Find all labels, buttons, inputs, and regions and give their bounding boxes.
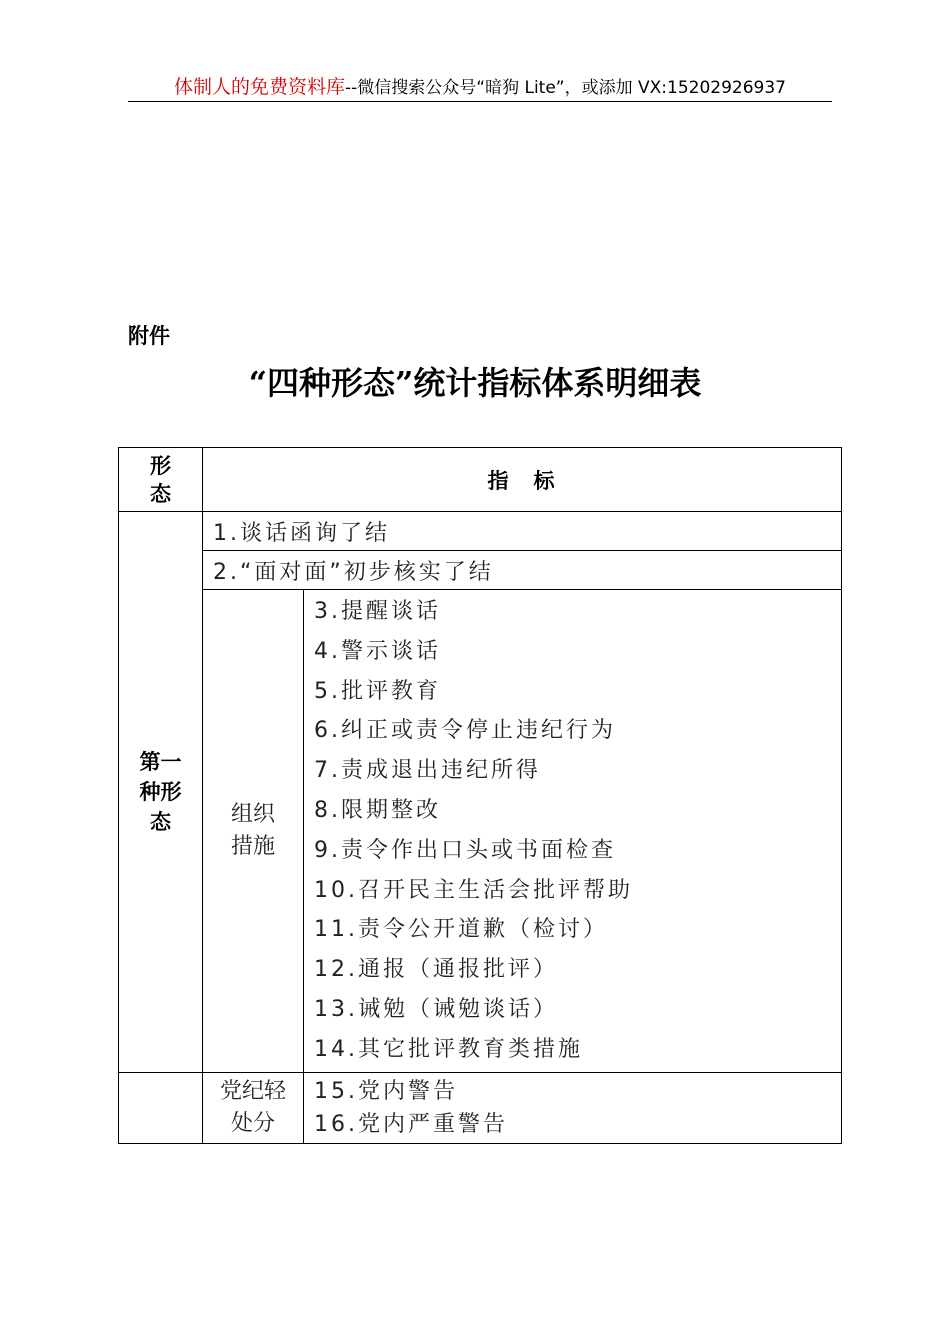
list-item: 3.提醒谈话 (314, 599, 441, 624)
form-empty-cell (119, 1072, 203, 1143)
table-row (119, 551, 842, 590)
watermark-header (128, 72, 832, 102)
form-first (119, 512, 203, 1073)
list-item: 14.其它批评教育类措施 (314, 1036, 583, 1062)
header-form (119, 448, 203, 512)
list-item: 13.诫勉（诫勉谈话） (314, 996, 558, 1022)
group2-items (304, 1072, 842, 1143)
list-item: 15.党内警告 (314, 1078, 458, 1104)
list-item: 12.通报（通报批评） (314, 957, 558, 983)
header-indicator: 指 标 (203, 448, 842, 512)
header-form-text: 形态 (150, 453, 171, 506)
table-header-row (119, 448, 842, 512)
group-organizational-measures (203, 590, 304, 1073)
list-item: 5.批评教育 (314, 678, 441, 704)
group-organizational-measures-label: 组织措施 (230, 801, 275, 859)
group-light-penalty-label: 党纪轻处分 (219, 1078, 286, 1136)
list-item: 8.限期整改 (314, 797, 441, 823)
form-first-text: 第一种形态 (139, 749, 182, 834)
group-light-penalty (203, 1072, 304, 1143)
table-row (119, 1072, 842, 1143)
group1-items (304, 590, 842, 1073)
indicator-2: 2.“面对面”初步核实了结 (203, 551, 842, 590)
attachment-label: 附件 (128, 324, 170, 348)
list-item: 4.警示谈话 (314, 638, 441, 664)
page-title: “四种形态”统计指标体系明细表 (248, 364, 702, 402)
list-item: 7.责成退出违纪所得 (314, 758, 541, 784)
indicator-1: 1.谈话函询了结 (203, 512, 842, 551)
table-row (119, 590, 842, 1073)
list-item: 6.纠正或责令停止违纪行为 (314, 718, 616, 744)
table-row (119, 512, 842, 551)
list-item: 16.党内严重警告 (314, 1111, 508, 1137)
list-item: 10.召开民主生活会批评帮助 (314, 877, 633, 903)
list-item: 11.责令公开道歉（检讨） (314, 917, 608, 943)
list-item: 9.责令作出口头或书面检查 (314, 837, 616, 863)
header-brand: 体制人的免费资料库 (173, 76, 345, 98)
header-note: --微信搜索公众号“暗狗 Lite”，或添加 VX:15202926937 (345, 78, 786, 98)
indicator-table (118, 447, 842, 1144)
